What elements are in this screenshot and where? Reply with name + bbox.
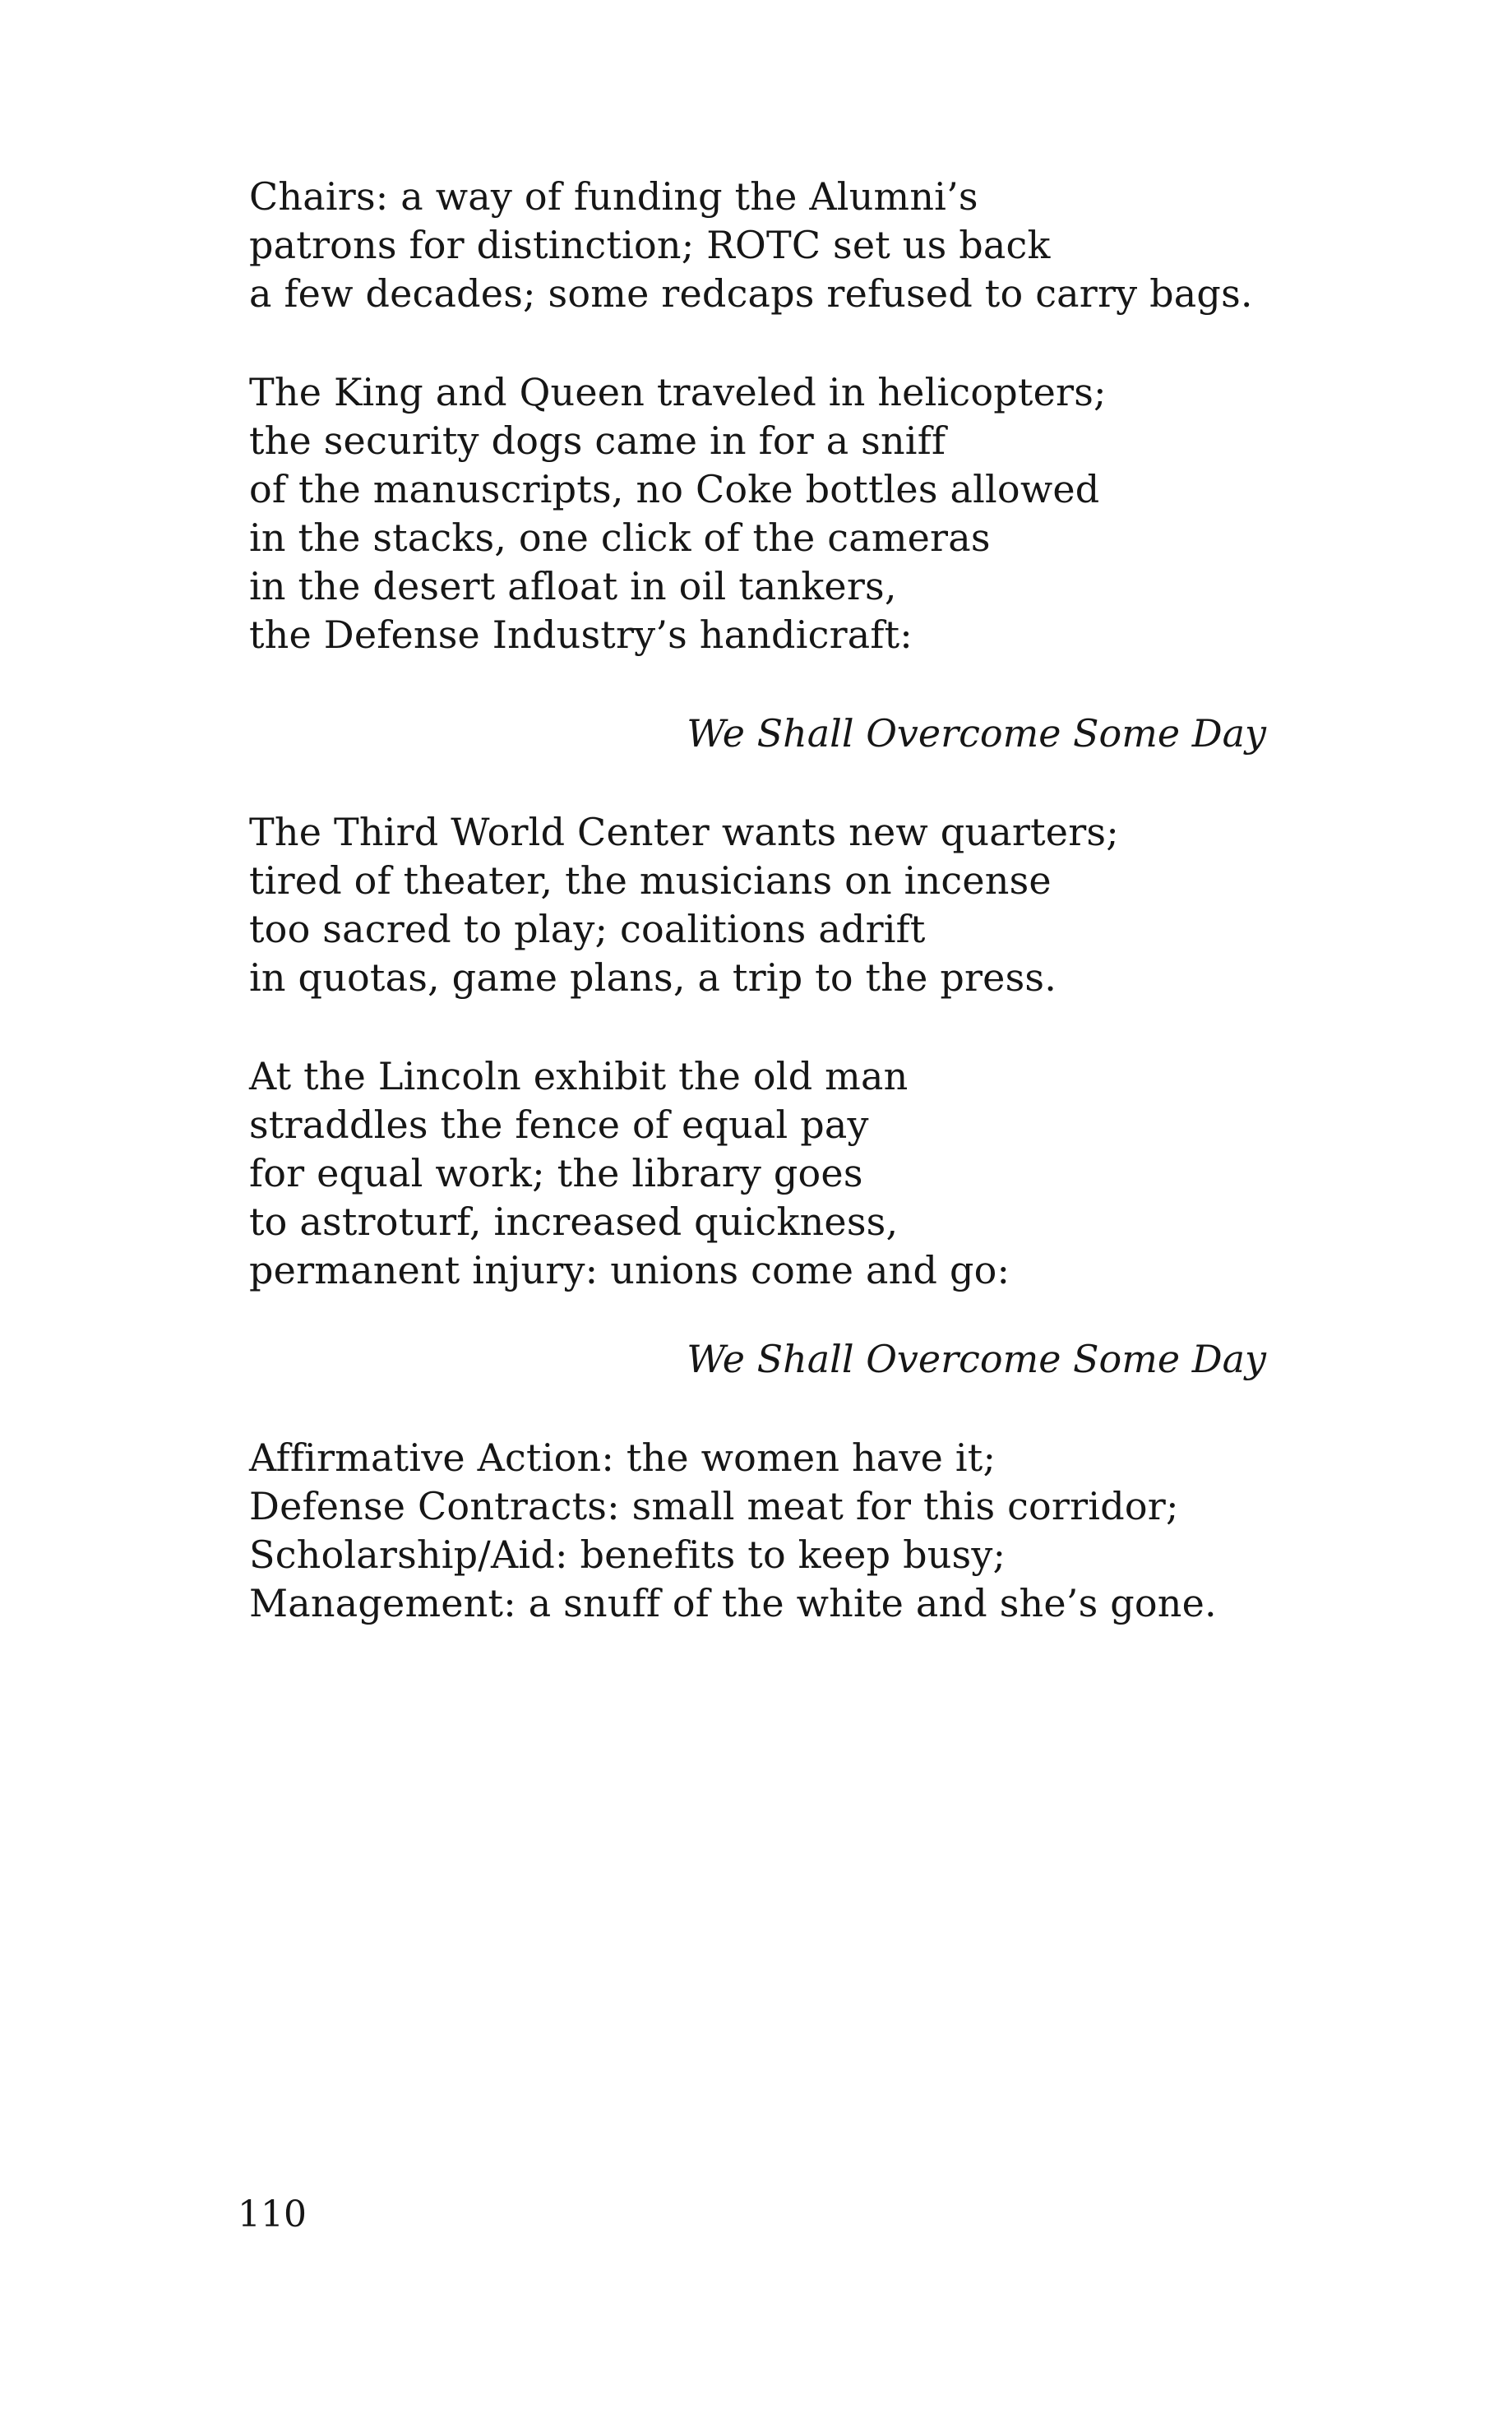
poem-line: Defense Contracts: small meat for this corridor; [249, 1484, 1179, 1528]
poem-line: of the manuscripts, no Coke bottles allowed [249, 467, 1100, 511]
stanza-1 [249, 173, 1318, 318]
stanza-3 [249, 808, 1318, 1002]
poem-line: Chairs: a way of funding the Alumni’s [249, 174, 978, 219]
poem-line: Affirmative Action: the women have it; [249, 1435, 996, 1480]
poem-line: the Defense Industry’s handicraft: [249, 612, 913, 657]
poem-line: tired of theater, the musicians on incense [249, 858, 1052, 903]
stanza-5 [249, 1434, 1318, 1628]
stanza-4 [249, 1052, 1318, 1295]
poem-line: the security dogs came in for a sniff [249, 418, 946, 463]
poem-line: too sacred to play; coalitions adrift [249, 907, 926, 951]
poem-line: in quotas, game plans, a trip to the press. [249, 955, 1057, 1000]
poem-line: The Third World Center wants new quarters; [249, 810, 1119, 854]
poem-line: straddles the fence of equal pay [249, 1102, 869, 1147]
poem-line: The King and Queen traveled in helicopters; [249, 370, 1107, 414]
poem-line: Scholarship/Aid: benefits to keep busy; [249, 1532, 1006, 1577]
poem-line: patrons for distinction; ROTC set us back [249, 223, 1051, 267]
stanza-2 [249, 368, 1318, 659]
poem-line: in the stacks, one click of the cameras [249, 515, 991, 560]
poem-line: in the desert afloat in oil tankers, [249, 564, 897, 608]
poem-line: for equal work; the library goes [249, 1151, 863, 1195]
poem-line: a few decades; some redcaps refused to carry bags. [249, 271, 1253, 316]
poem-line: At the Lincoln exhibit the old man [249, 1054, 909, 1098]
refrain-1: We Shall Overcome Some Day [687, 711, 1266, 756]
page-number: 110 [238, 2193, 307, 2235]
poem-line: Management: a snuff of the white and she’s gone. [249, 1581, 1217, 1625]
refrain-2: We Shall Overcome Some Day [687, 1337, 1266, 1381]
poem-line: permanent injury: unions come and go: [249, 1248, 1010, 1292]
poem-line: to astroturf, increased quickness, [249, 1200, 899, 1244]
